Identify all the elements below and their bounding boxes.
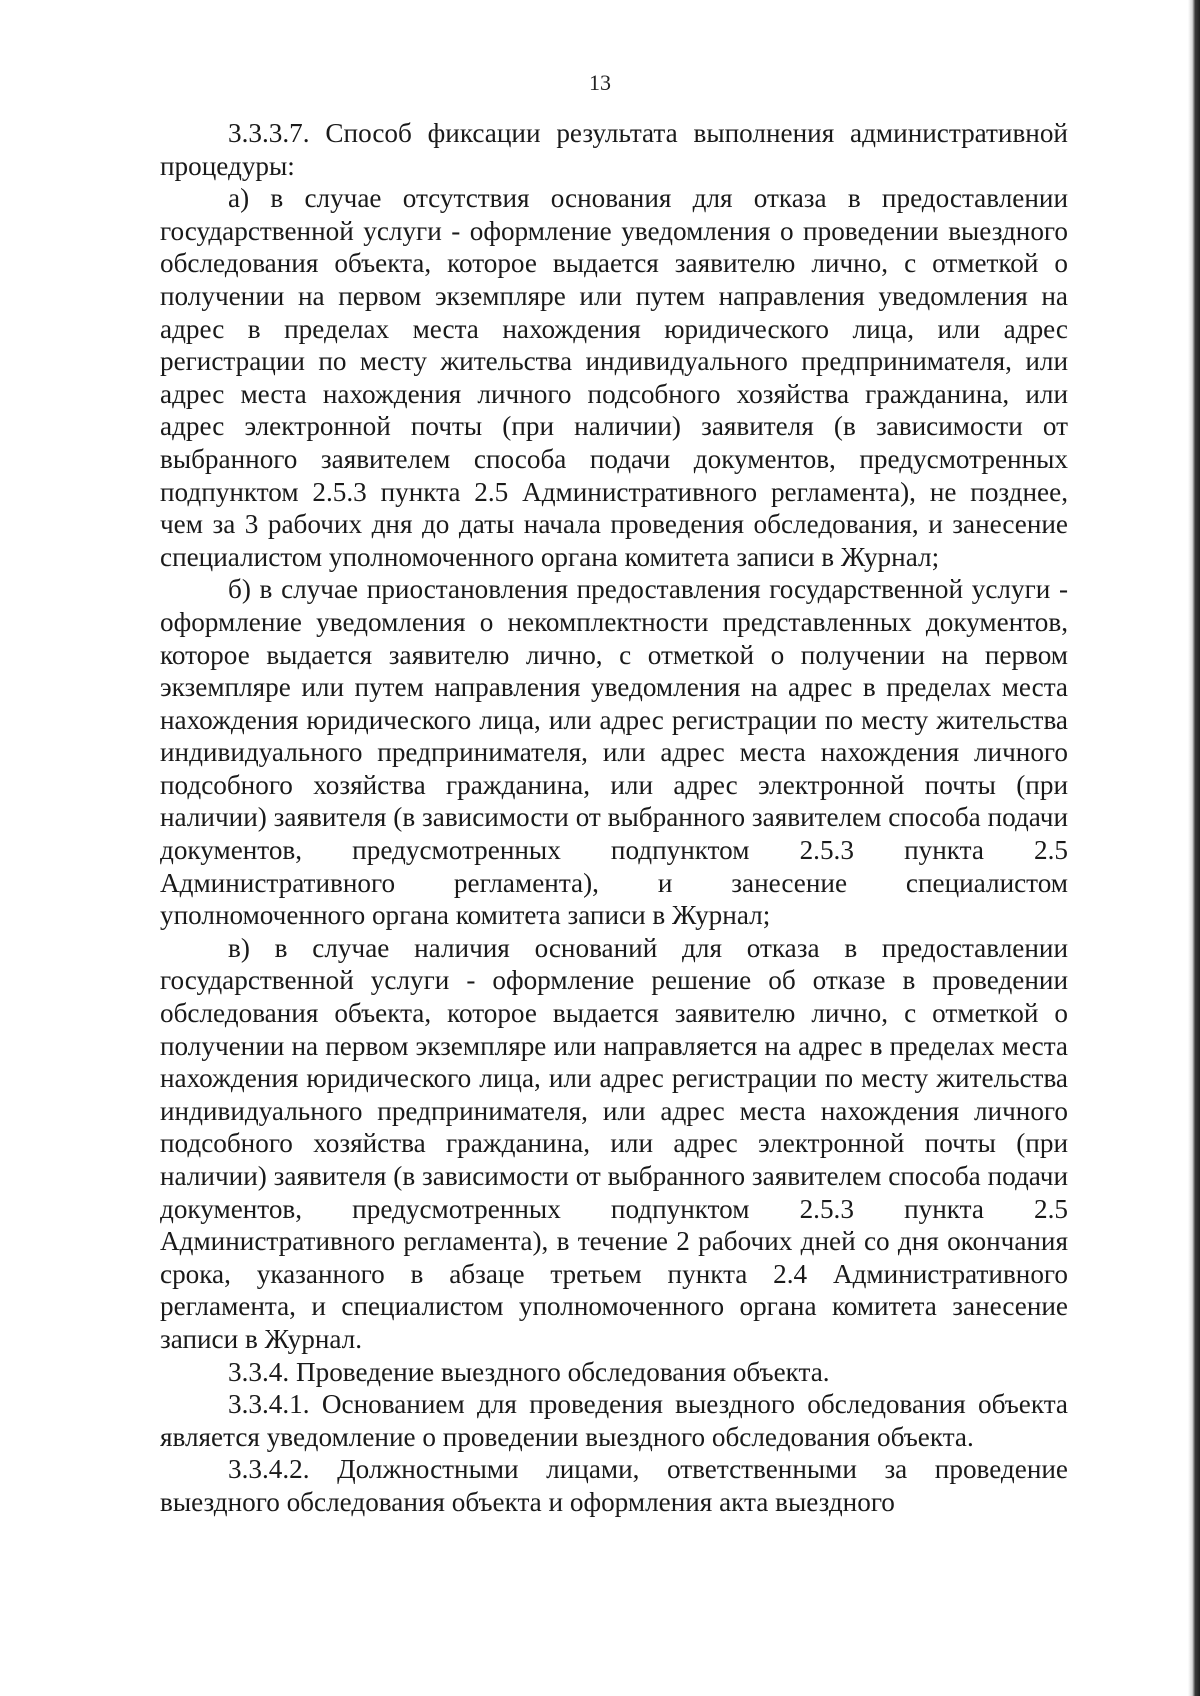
scan-edge-shadow bbox=[1188, 0, 1200, 1696]
paragraph-3-3-3-7: 3.3.3.7. Способ фиксации результата выполнения административной процедуры: bbox=[160, 118, 1068, 181]
paragraph-item-v: в) в случае наличия оснований для отказа в предоставлении государственной услуги - оформление решение об отказе в проведении обследования объекта, которое выдается заявителю лично, с отметкой о получении на первом экземпляре или направляется на адрес в пределах места нахождения юридического лица, или адрес регистрации по месту жительства индивидуального предпринимателя, или адрес места нахождения личного подсобного хозяйства гражданина, или адрес электронной почты (при наличии) заявителя (в зависимости от выбранного заявителем способа подачи документов, предусмотренных подпунктом 2.5.3 пункта 2.5 Административного регламента), в течение 2 рабочих дней со дня окончания срока, указанного в абзаце третьем пункта 2.4 Административного регламента, и специалистом уполномоченного органа комитета занесение записи в Журнал. bbox=[160, 932, 1068, 1354]
paragraph-3-3-4: 3.3.4. Проведение выездного обследования объекта. bbox=[228, 1356, 830, 1387]
document-body bbox=[160, 117, 1068, 1519]
paragraph-3-3-4-2: 3.3.4.2. Должностными лицами, ответственными за проведение выездного обследования объекта и оформления акта выездного bbox=[160, 1454, 1068, 1517]
paragraph-3-3-4-1: 3.3.4.1. Основанием для проведения выездного обследования объекта является уведомление о проведении выездного обследования объекта. bbox=[160, 1389, 1068, 1452]
paragraph-item-b: б) в случае приостановления предоставления государственной услуги - оформление уведомления о некомплектности представленных документов, которое выдается заявителю лично, с отметкой о получении на первом экземпляре или путем направления уведомления на адрес в пределах места нахождения юридического лица, или адрес регистрации по месту жительства индивидуального предпринимателя, или адрес места нахождения личного подсобного хозяйства гражданина, или адрес электронной почты (при наличии) заявителя (в зависимости от выбранного заявителем способа подачи документов, предусмотренных подпунктом 2.5.3 пункта 2.5 Административного регламента), и занесение специалистом уполномоченного органа комитета записи в Журнал; bbox=[160, 574, 1068, 931]
paragraph-item-a: а) в случае отсутствия основания для отказа в предоставлении государственной услуги - оформление уведомления о проведении выездного обследования объекта, которое выдается заявителю лично, с отметкой о получении на первом экземпляре или путем направления уведомления на адрес в пределах места нахождения юридического лица, или адрес регистрации по месту жительства индивидуального предпринимателя, или адрес места нахождения личного подсобного хозяйства гражданина, или адрес электронной почты (при наличии) заявителя (в зависимости от выбранного заявителем способа подачи документов, предусмотренных подпунктом 2.5.3 пункта 2.5 Административного регламента), не позднее, чем за 3 рабочих дня до даты начала проведения обследования, и занесение специалистом уполномоченного органа комитета записи в Журнал; bbox=[160, 183, 1068, 572]
page-number: 13 bbox=[589, 70, 611, 95]
